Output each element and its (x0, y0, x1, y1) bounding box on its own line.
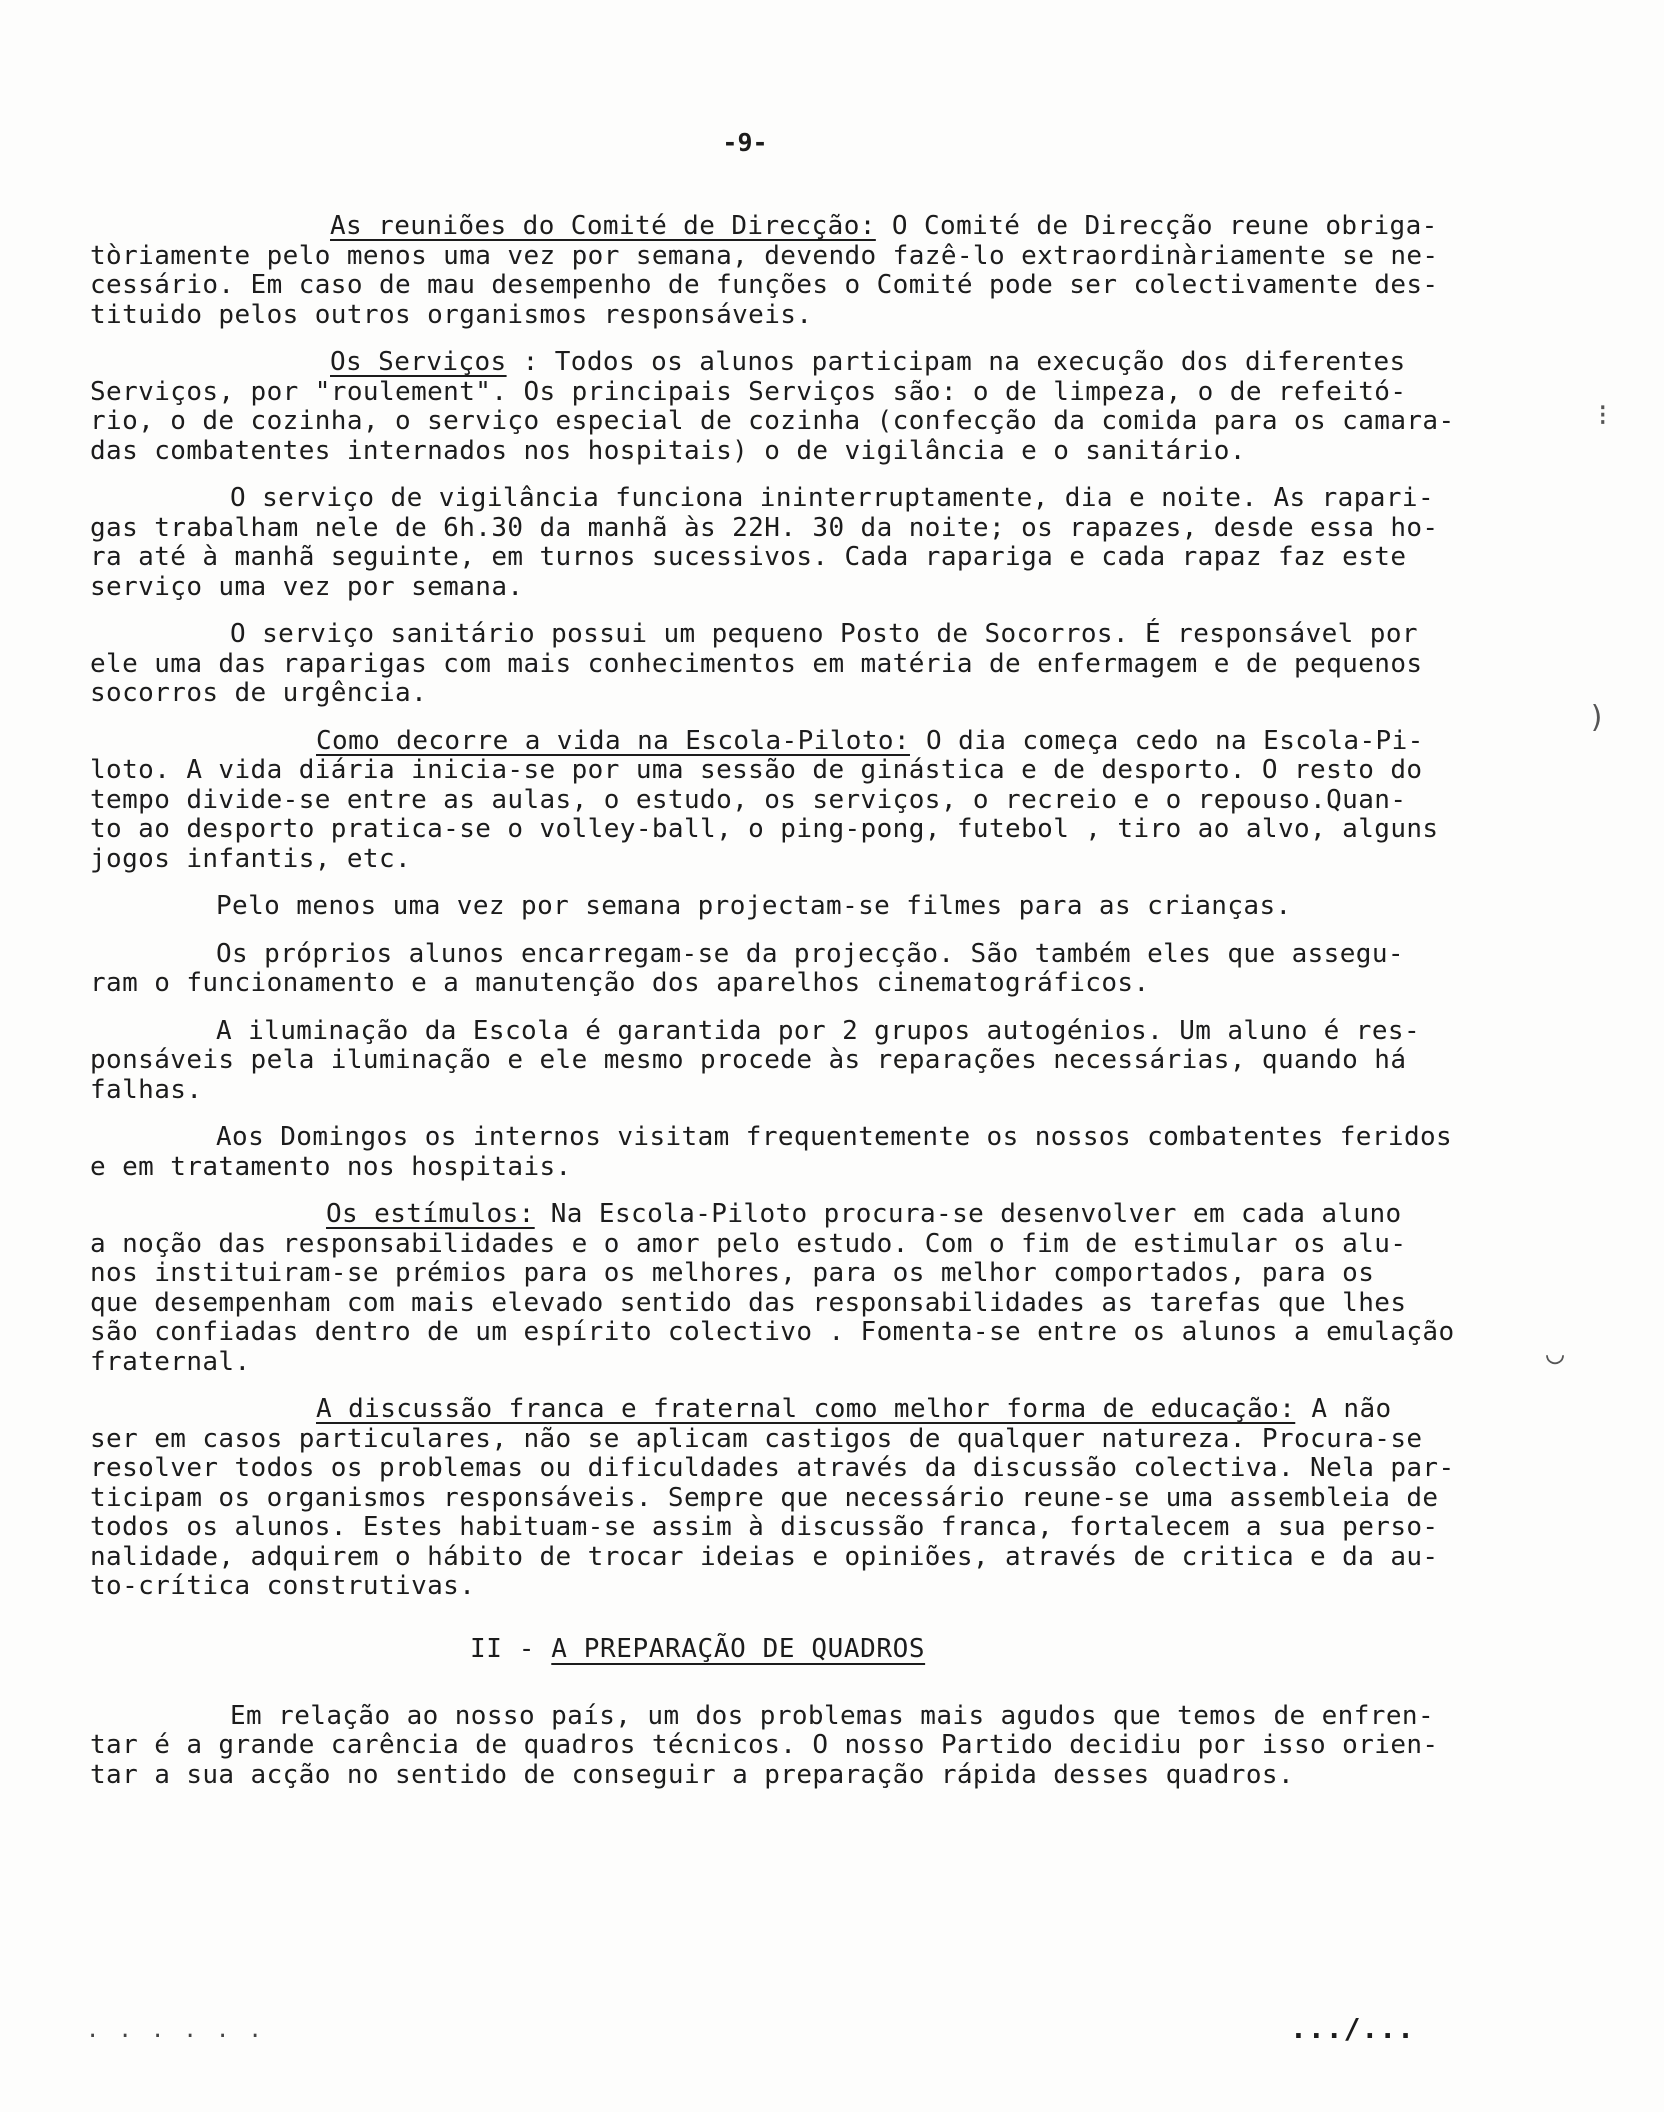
text-line: ram o funcionamento e a manutenção dos aparelhos cinematográficos. (90, 968, 1150, 998)
paragraph-vida-escola (90, 727, 1500, 875)
text-line: nos instituiram-se prémios para os melhores, para os melhor comportados, para os (90, 1258, 1375, 1288)
section-number: II - (470, 1633, 536, 1664)
continuation-mark: .../... (1290, 2012, 1416, 2045)
paragraph-heading: Os Serviços (330, 347, 507, 377)
text-line: nalidade, adquirem o hábito de trocar ideias e opiniões, através de critica e da au- (90, 1541, 1439, 1572)
margin-mark: ⁝ (1598, 398, 1608, 433)
text-line: O Comité de Direcção reune obriga- (875, 211, 1438, 241)
text-line: serviço uma vez por semana. (90, 571, 524, 602)
text-line: tituido pelos outros organismos responsáveis. (90, 299, 813, 330)
text-line: fraternal. (90, 1346, 251, 1377)
document-body (90, 212, 1500, 1808)
text-line: Em relação ao nosso país, um dos problemas mais agudos que temos de enfren- (230, 1700, 1434, 1731)
text-line: que desempenham com mais elevado sentido das responsabilidades as tarefas que lhes (90, 1287, 1407, 1318)
text-line: todos os alunos. Estes habituam-se assim à discussão franca, fortalecem a sua perso- (90, 1512, 1439, 1542)
text-line: O serviço sanitário possui um pequeno Posto de Socorros. É responsável por (230, 619, 1418, 649)
text-line: A iluminação da Escola é garantida por 2 grupos autogénios. Um aluno é res- (216, 1015, 1420, 1046)
text-line: tempo divide-se entre as aulas, o estudo, os serviços, o recreio e o repouso.Quan- (90, 784, 1407, 815)
text-line: : Todos os alunos participam na execução dos diferentes (506, 347, 1406, 377)
text-line: to-crítica construtivas. (90, 1571, 476, 1601)
paragraph-heading: Como decorre a vida na Escola-Piloto: (316, 725, 910, 756)
paragraph-vigilancia (90, 484, 1500, 602)
text-line: O serviço de vigilância funciona ininterruptamente, dia e noite. As rapari- (230, 483, 1434, 513)
text-line: a noção das responsabilidades e o amor pelo estudo. Com o fim de estimular os alu- (90, 1228, 1407, 1259)
paragraph-heading: Os estímulos: (326, 1199, 535, 1229)
text-line: Os próprios alunos encarregam-se da projecção. São também eles que assegu- (216, 938, 1404, 969)
margin-mark: ) (1588, 700, 1607, 735)
text-line: das combatentes internados nos hospitais) o de vigilância e o sanitário. (90, 435, 1246, 466)
text-line: ponsáveis pela iluminação e ele mesmo procede às reparações necessárias, quando há (90, 1045, 1407, 1075)
text-line: ticipam os organismos responsáveis. Sempre que necessário reune-se uma assembleia de (90, 1482, 1439, 1513)
text-line: tar é a grande carência de quadros técnicos. O nosso Partido decidiu por isso orien- (90, 1730, 1439, 1760)
text-line: e em tratamento nos hospitais. (90, 1151, 572, 1182)
text-line: loto. A vida diária inicia-se por uma sessão de ginástica e de desporto. O resto do (90, 755, 1423, 785)
page-number: -9- (722, 128, 768, 157)
text-line: Pelo menos uma vez por semana projectam-se filmes para as crianças. (216, 891, 1292, 921)
text-line: gas trabalham nele de 6h.30 da manhã às 22H. 30 da noite; os rapazes, desde essa ho- (90, 512, 1439, 543)
paragraph-heading: A discussão franca e fraternal como melhor forma de educação: (316, 1394, 1296, 1424)
section-title: A PREPARAÇÃO DE QUADROS (551, 1633, 926, 1664)
text-line: Aos Domingos os internos visitam frequentemente os nossos combatentes feridos (216, 1122, 1453, 1152)
paragraph-projeccao (90, 940, 1500, 999)
footer-dots: . . . . . . (86, 2018, 265, 2043)
paragraph-sanitario (90, 620, 1500, 709)
text-line: rio, o de cozinha, o serviço especial de cozinha (confecção da comida para os camara- (90, 406, 1455, 436)
text-line: ra até à manhã seguinte, em turnos sucessivos. Cada rapariga e cada rapaz faz este (90, 542, 1407, 572)
text-line: to ao desporto pratica-se o volley-ball, o ping-pong, futebol , tiro ao alvo, alguns (90, 814, 1439, 844)
text-line: Serviços, por "roulement". Os principais Serviços são: o de limpeza, o de refeitó- (90, 376, 1407, 407)
paragraph-domingos (90, 1123, 1500, 1182)
paragraph-heading: As reuniões do Comité de Direcção: (330, 211, 876, 241)
text-line: tar a sua acção no sentido de conseguir a preparação rápida desses quadros. (90, 1759, 1294, 1790)
paragraph-servicos (90, 348, 1500, 466)
text-line: ele uma das raparigas com mais conhecimentos em matéria de enfermagem e de pequenos (90, 648, 1423, 679)
text-line: resolver todos os problemas ou dificuldades através da discussão colectiva. Nela par- (90, 1453, 1455, 1483)
page-footer (0, 2012, 1664, 2048)
text-line: ser em casos particulares, não se aplicam castigos de qualquer natureza. Procura-se (90, 1423, 1423, 1454)
text-line: O dia começa cedo na Escola-Pi- (909, 725, 1424, 756)
text-line: jogos infantis, etc. (90, 843, 412, 874)
text-line: falhas. (90, 1074, 203, 1105)
text-line: tòriamente pelo menos uma vez por semana, devendo fazê-lo extraordinàriamente se ne- (90, 240, 1439, 271)
text-line: Na Escola-Piloto procura-se desenvolver em cada aluno (534, 1199, 1402, 1229)
paragraph-quadros (90, 1702, 1500, 1791)
margin-mark: ◡ (1546, 1336, 1565, 1371)
paragraph-discussao (90, 1395, 1500, 1602)
text-line: A não (1295, 1394, 1392, 1424)
text-line: são confiadas dentro de um espírito colectivo . Fomenta-se entre os alunos a emulação (90, 1317, 1455, 1347)
paragraph-filmes (90, 892, 1500, 922)
text-line: cessário. Em caso de mau desempenho de funções o Comité pode ser colectivamente des- (90, 270, 1439, 300)
paragraph-iluminacao (90, 1017, 1500, 1106)
paragraph-comite (90, 212, 1500, 330)
paragraph-estimulos (90, 1200, 1500, 1377)
section-heading (90, 1634, 1500, 1664)
text-line: socorros de urgência. (90, 678, 428, 708)
